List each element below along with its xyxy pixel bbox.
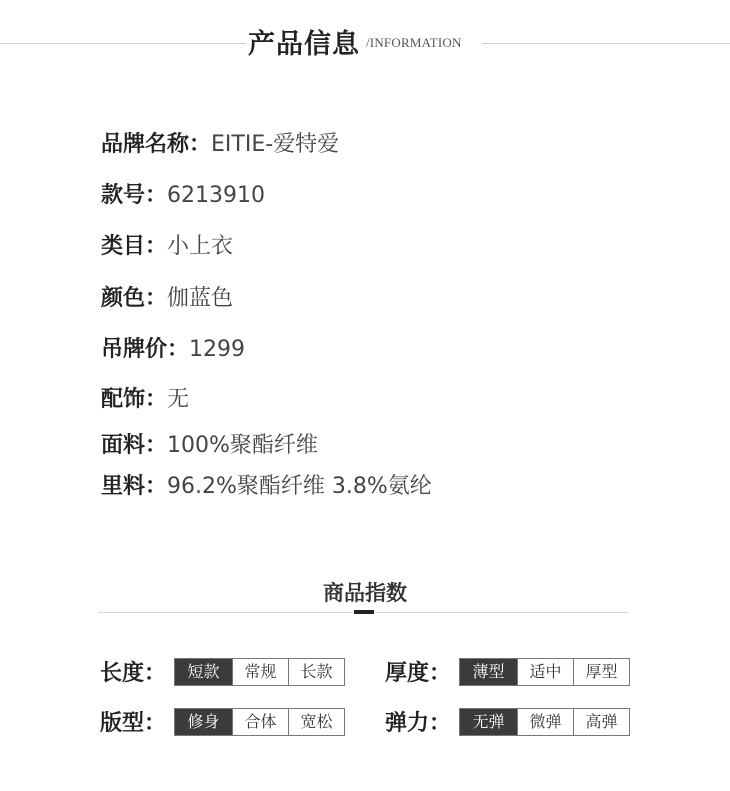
info-value: 100%聚酯纤维 [167,433,318,458]
info-label: 类目： [101,234,168,259]
spec-option: 微弹 [517,709,573,735]
section-title: 产品信息 [248,29,360,60]
info-value: 伽蓝色 [167,286,234,311]
section-subtitle: /INFORMATION [366,35,462,50]
info-row-price [101,332,245,363]
info-label: 面料： [101,433,168,458]
spec-label: 弹力： [385,711,452,736]
info-row-brand [101,127,339,158]
info-value: 1299 [189,337,246,362]
info-label: 品牌名称： [101,132,212,157]
info-value: EITIE-爱特爱 [211,132,340,157]
spec-options [174,658,345,686]
info-row-lining [101,469,432,500]
spec-option-selected: 短款 [175,659,232,685]
spec-label: 版型： [100,711,167,736]
spec-option: 长款 [288,659,344,685]
info-value: 96.2%聚酯纤维 3.8%氨纶 [167,474,432,499]
info-label: 配饰： [101,387,168,412]
spec-options [174,708,345,736]
spec-length [100,658,345,685]
info-label: 款号： [101,183,168,208]
spec-option: 宽松 [288,709,344,735]
info-row-style-number [101,178,265,209]
section-header [0,0,730,80]
spec-option: 高弹 [573,709,629,735]
info-label: 里料： [101,474,168,499]
spec-thickness [385,658,630,685]
info-value: 6213910 [167,183,265,208]
header-rule-right [482,43,730,44]
spec-label: 长度： [100,661,167,686]
spec-option: 适中 [517,659,573,685]
spec-option-selected: 无弹 [460,709,517,735]
info-row-accessories [101,382,189,413]
spec-option-selected: 修身 [175,709,232,735]
index-title: 商品指数 [323,581,407,605]
spec-label: 厚度： [385,661,452,686]
header-rule-left [0,43,246,44]
spec-option-selected: 薄型 [460,659,517,685]
info-label: 颜色： [101,286,168,311]
spec-options [459,708,630,736]
spec-option: 合体 [232,709,288,735]
info-value: 小上衣 [167,234,234,259]
spec-options [459,658,630,686]
index-accent-mark [354,610,374,614]
info-value: 无 [167,387,190,412]
info-row-color [101,281,233,312]
info-row-category [101,229,233,260]
info-row-fabric [101,428,318,459]
spec-elasticity [385,708,630,735]
spec-fit [100,708,345,735]
spec-option: 厚型 [573,659,629,685]
info-label: 吊牌价： [101,337,190,362]
spec-option: 常规 [232,659,288,685]
